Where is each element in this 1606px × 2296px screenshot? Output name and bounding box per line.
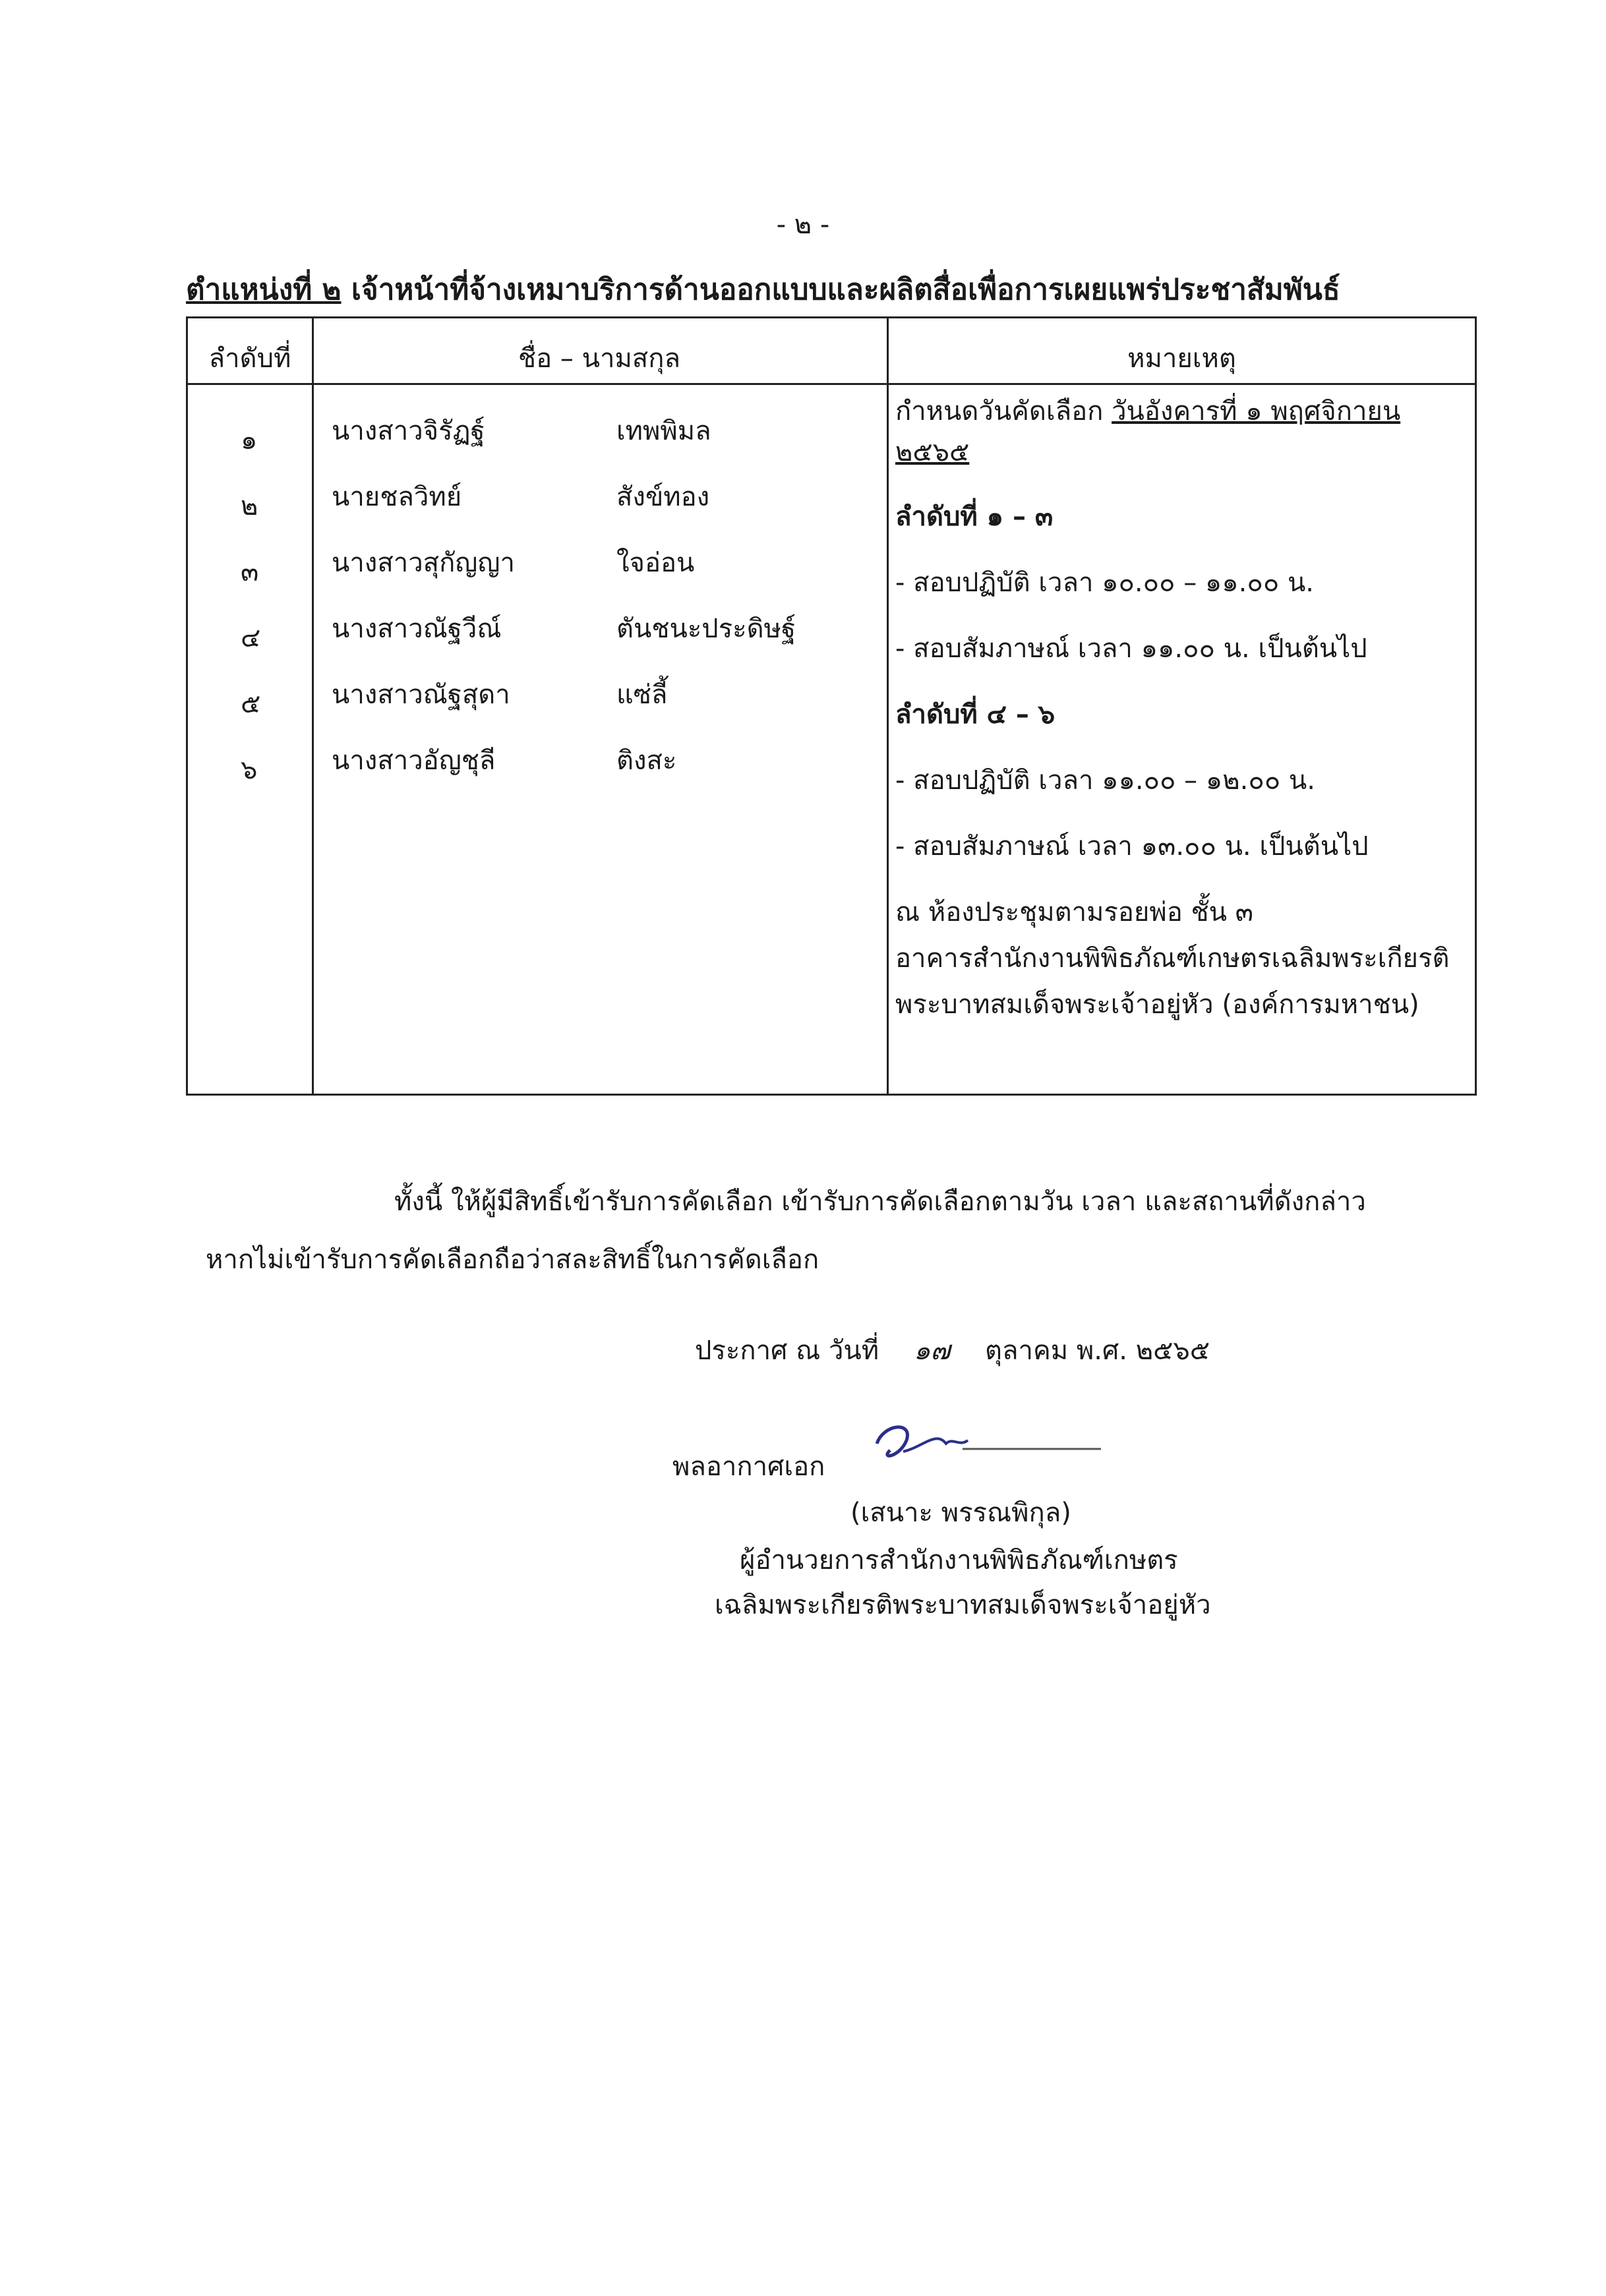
announce-day: ๑๗ [913, 1336, 951, 1366]
group2-title: ลำดับที่ ๔ – ๖ [895, 699, 1056, 730]
row-no: ๑ [241, 425, 258, 456]
row-first-name: นางสาวอัญชุลี [332, 746, 496, 776]
row-no: ๖ [241, 755, 258, 785]
row-no: ๔ [241, 623, 261, 653]
signer-rank: พลอากาศเอก [672, 1452, 825, 1482]
location-line-2: อาคารสำนักงานพิพิธภัณฑ์เกษตรเฉลิมพระเกียรติ [895, 943, 1450, 974]
candidate-table [186, 316, 1477, 1096]
row-last-name: ตันชนะประดิษฐ์ [616, 614, 796, 644]
row-last-name: สังข์ทอง [616, 482, 710, 512]
group1-practical: - สอบปฏิบัติ เวลา ๑๐.๐๐ – ๑๑.๐๐ น. [895, 568, 1314, 598]
group2-interview: - สอบสัมภาษณ์ เวลา ๑๓.๐๐ น. เป็นต้นไป [895, 831, 1369, 862]
announce-prefix: ประกาศ ณ วันที่ [695, 1336, 879, 1366]
column-divider [887, 318, 889, 1094]
header-name: ชื่อ – นามสกุล [518, 343, 680, 374]
group1-title: ลำดับที่ ๑ – ๓ [895, 502, 1054, 532]
row-last-name: ติงสะ [616, 746, 677, 776]
row-last-name: เทพพิมล [616, 416, 711, 446]
group1-interview: - สอบสัมภาษณ์ เวลา ๑๑.๐๐ น. เป็นต้นไป [895, 633, 1367, 664]
group2-practical: - สอบปฏิบัติ เวลา ๑๑.๐๐ – ๑๒.๐๐ น. [895, 765, 1315, 796]
closing-line-1: ทั้งนี้ ให้ผู้มีสิทธิ์เข้ารับการคัดเลือก เข้ารับการคัดเลือกตามวัน เวลา และสถานที่ดังกล่าว [394, 1187, 1366, 1217]
row-no: ๒ [241, 491, 258, 521]
selection-date-line [895, 390, 1400, 432]
row-last-name: ใจอ่อน [616, 548, 695, 578]
signer-title-2: เฉลิมพระเกียรติพระบาทสมเด็จพระเจ้าอยู่หัว [715, 1590, 1211, 1620]
selection-date: วันอังคารที่ ๑ พฤศจิกายน [1112, 396, 1401, 427]
selection-date-intro: กำหนดวันคัดเลือก [895, 396, 1104, 427]
position-heading [186, 266, 1340, 312]
header-remark: หมายเหตุ [1127, 343, 1236, 374]
position-label: ตำแหน่งที่ ๒ [186, 273, 342, 307]
signature-mark [864, 1411, 1108, 1477]
selection-year: ๒๕๖๕ [895, 437, 970, 467]
row-first-name: นางสาวณัฐสุดา [332, 680, 510, 710]
announce-suffix: ตุลาคม พ.ศ. ๒๕๖๕ [985, 1336, 1210, 1366]
row-first-name: นายชลวิทย์ [332, 482, 462, 512]
announce-date [695, 1329, 1210, 1371]
location-line-1: ณ ห้องประชุมตามรอยพ่อ ชั้น ๓ [895, 897, 1254, 927]
row-first-name: นางสาวจิรัฏฐ์ [332, 416, 485, 446]
signer-name: (เสนาะ พรรณพิกุล) [850, 1498, 1071, 1528]
position-title: เจ้าหน้าที่จ้างเหมาบริการด้านออกแบบและผลิตสื่อเพื่อการเผยแพร่ประชาสัมพันธ์ [351, 273, 1340, 307]
row-last-name: แซ่ลี้ [616, 680, 668, 710]
closing-line-2: หากไม่เข้ารับการคัดเลือกถือว่าสละสิทธิ์ในการคัดเลือก [206, 1245, 819, 1275]
header-order: ลำดับที่ [208, 343, 291, 374]
row-first-name: นางสาวสุกัญญา [332, 548, 515, 578]
page-number: - ๒ - [776, 210, 830, 240]
row-no: ๕ [241, 689, 261, 719]
column-divider [312, 318, 314, 1094]
signer-title-1: ผู้อำนวยการสำนักงานพิพิธภัณฑ์เกษตร [740, 1545, 1178, 1575]
row-no: ๓ [241, 557, 259, 587]
header-divider [188, 383, 1475, 385]
row-first-name: นางสาวณัฐวีณ์ [332, 614, 502, 644]
location-line-3: พระบาทสมเด็จพระเจ้าอยู่หัว (องค์การมหาชน) [895, 989, 1419, 1020]
